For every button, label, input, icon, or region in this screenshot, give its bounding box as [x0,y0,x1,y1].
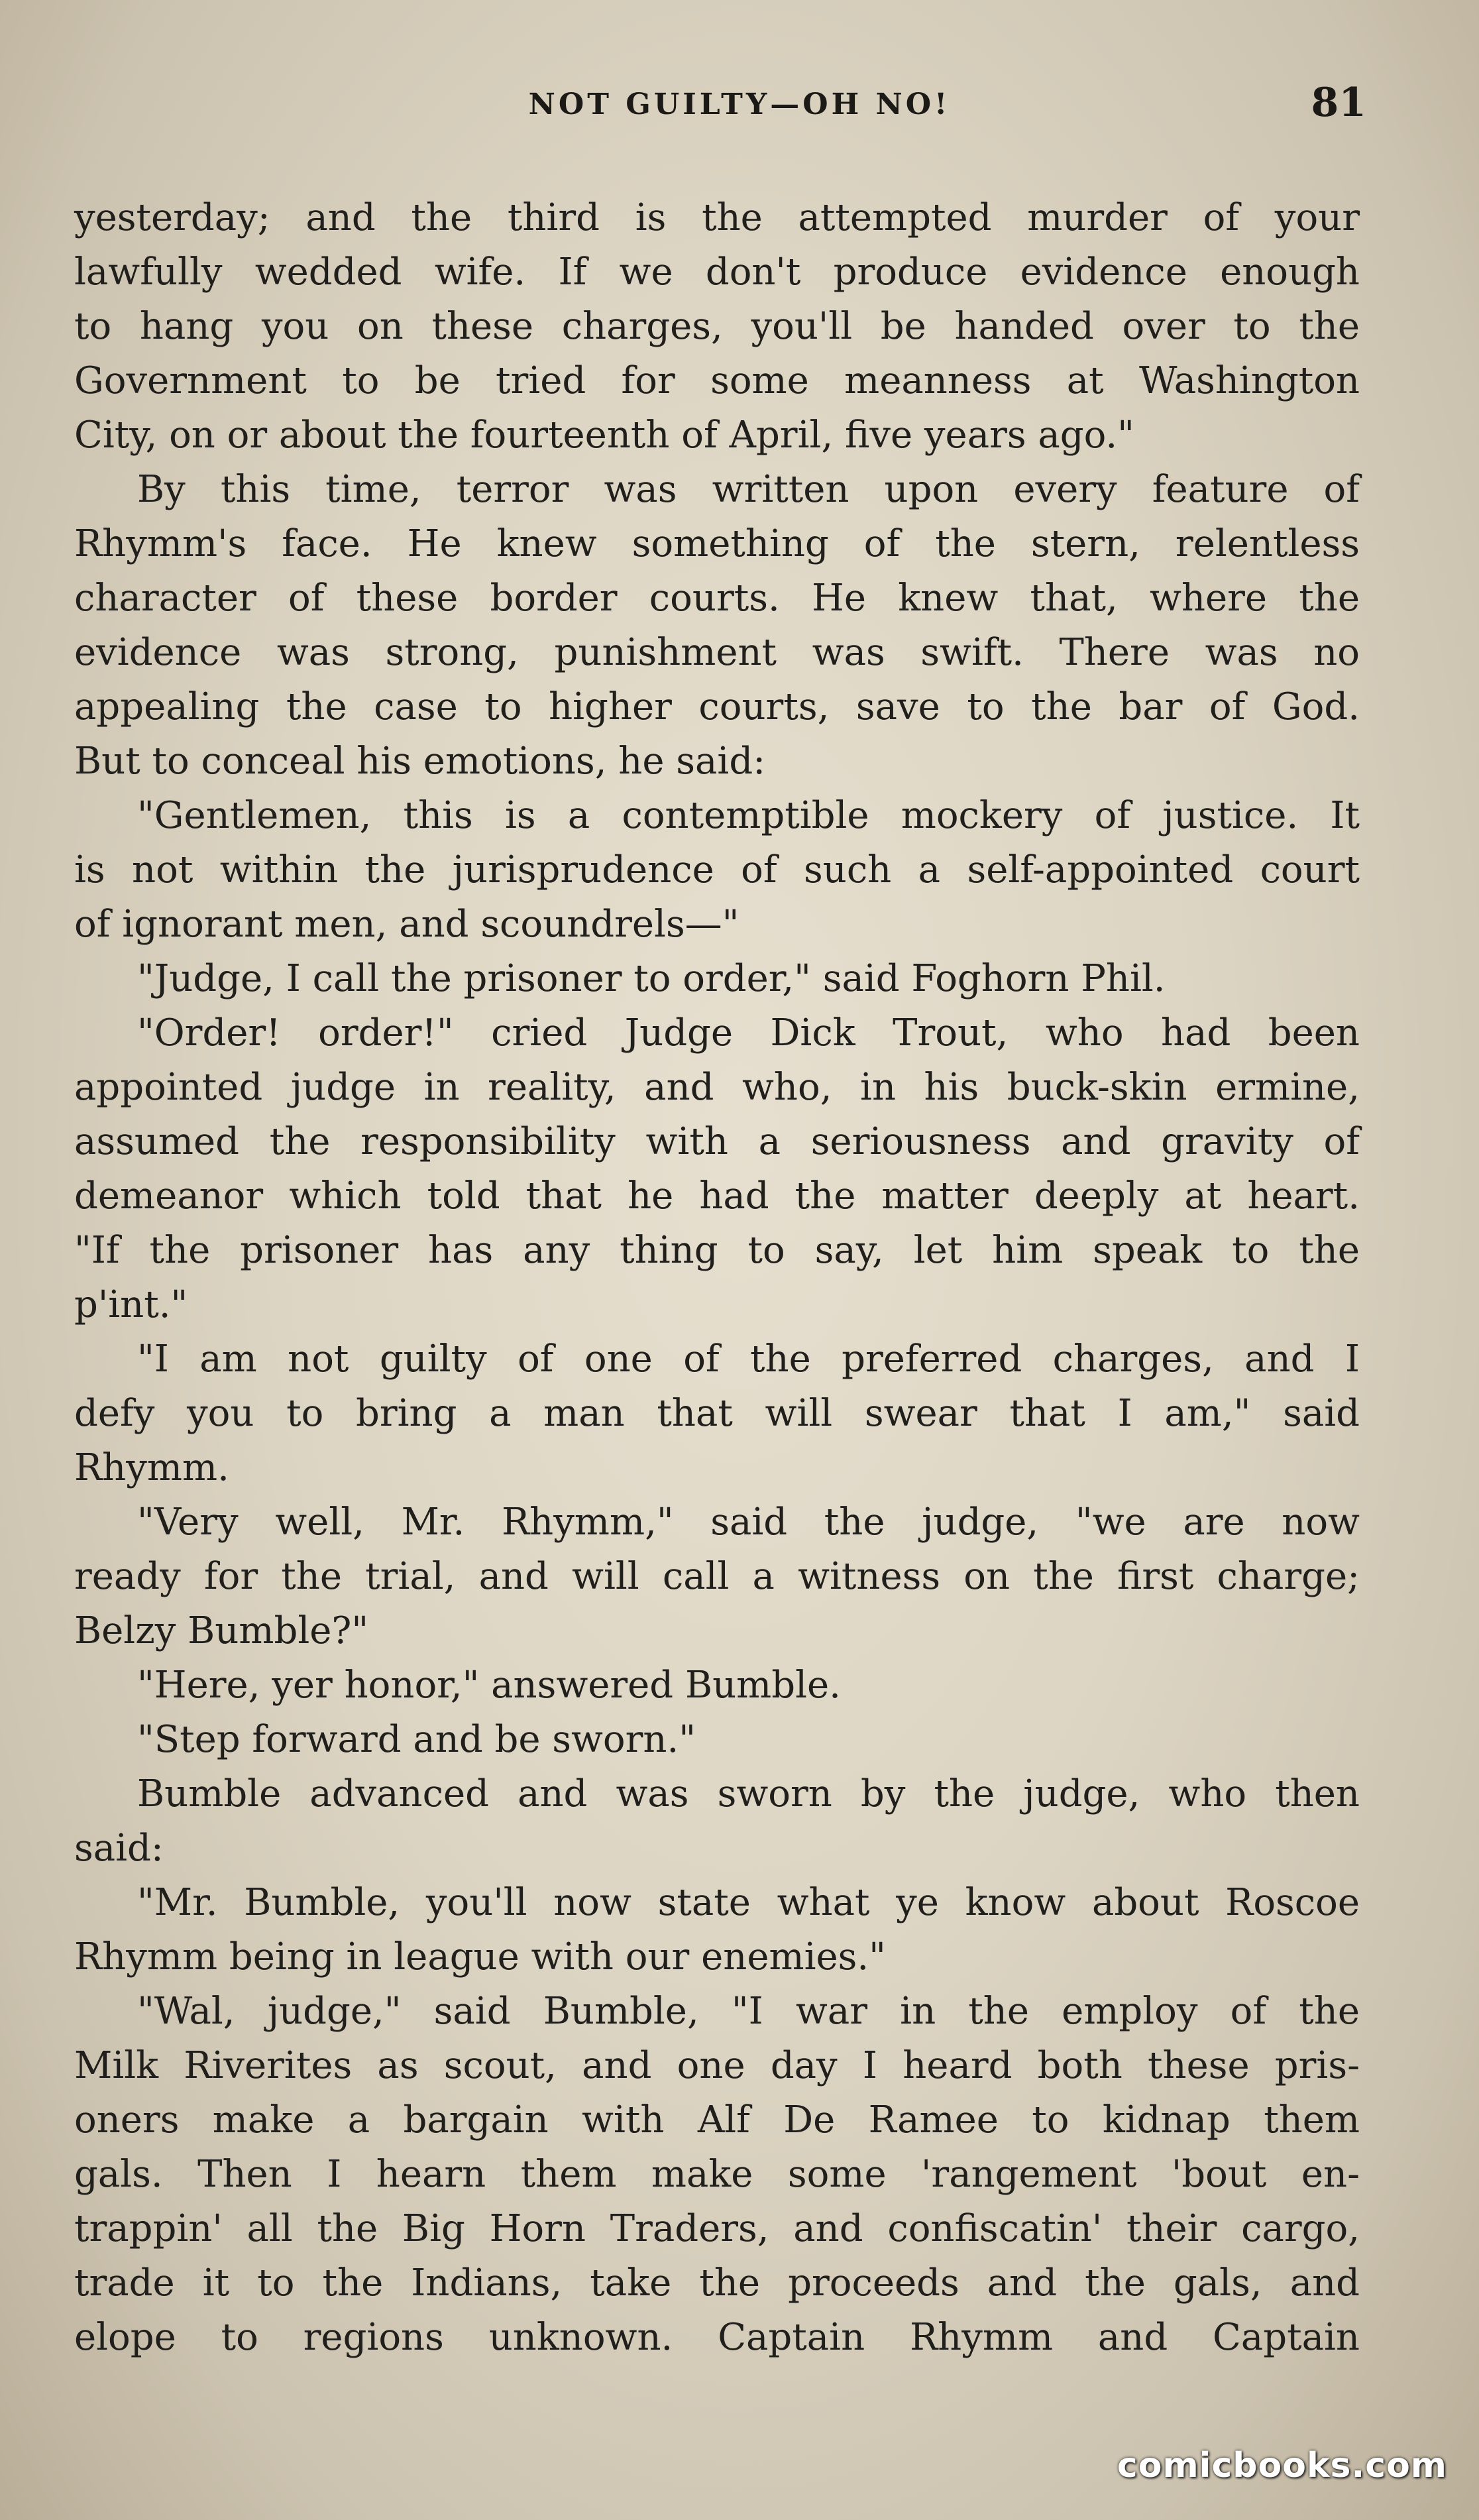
text-line: By this time, terror was written upon every feature of [137,468,1360,511]
text-line: assumed the responsibility with a seriousness and gravity of [74,1120,1360,1163]
text-line: said: [74,1827,164,1870]
text-line: City, on or about the fourteenth of April, five years ago." [74,414,1134,457]
text-line: p'int." [74,1283,188,1326]
text-line: Belzy Bumble?" [74,1609,369,1652]
text-line: But to conceal his emotions, he said: [74,740,766,783]
text-line: defy you to bring a man that will swear that I am," said [74,1392,1360,1435]
text-line: Bumble advanced and was sworn by the judge, who then [137,1772,1360,1815]
text-line: to hang you on these charges, you'll be handed over to the [74,305,1360,348]
text-line: "If the prisoner has any thing to say, let him speak to the [74,1229,1360,1272]
text-line: "Step forward and be sworn." [137,1718,696,1761]
body-text [74,191,1360,2365]
text-line: lawfully wedded wife. If we don't produce evidence enough [74,251,1360,294]
text-line: Government to be tried for some meanness at Washington [74,359,1360,402]
text-line: character of these border courts. He knew that, where the [74,577,1360,620]
text-line: of ignorant men, and scoundrels—" [74,903,740,946]
text-line: trappin' all the Big Horn Traders, and confiscatin' their cargo, [74,2207,1360,2250]
text-line: "I am not guilty of one of the preferred charges, and I [137,1338,1360,1381]
text-line: "Gentlemen, this is a contemptible mockery of justice. It [137,794,1360,837]
text-line: ready for the trial, and will call a witness on the first charge; [74,1555,1360,1598]
text-line: evidence was strong, punishment was swift. There was no [74,631,1360,674]
text-line: "Wal, judge," said Bumble, "I war in the employ of the [137,1990,1360,2033]
text-line: Rhymm's face. He knew something of the stern, relentless [74,522,1360,565]
running-head [73,80,1406,133]
text-line: appealing the case to higher courts, save to the bar of God. [74,685,1360,728]
page-number: 81 [1311,80,1366,126]
text-line: oners make a bargain with Alf De Ramee to kidnap them [74,2098,1360,2142]
text-line: elope to regions unknown. Captain Rhymm and Captain [74,2316,1360,2359]
text-line: gals. Then I hearn them make some 'rangement 'bout en- [74,2153,1360,2196]
text-line: demeanor which told that he had the matter deeply at heart. [74,1174,1360,1218]
text-line: trade it to the Indians, take the proceeds and the gals, and [74,2262,1360,2305]
text-line: "Judge, I call the prisoner to order," said Foghorn Phil. [137,957,1166,1000]
text-line: Rhymm. [74,1446,229,1489]
text-line: "Very well, Mr. Rhymm," said the judge, "we are now [137,1501,1360,1544]
watermark-text: comicbooks.com [1117,2446,1447,2486]
text-line: appointed judge in reality, and who, in his buck-skin ermine, [74,1066,1360,1109]
text-line: "Order! order!" cried Judge Dick Trout, who had been [137,1011,1360,1055]
text-line: is not within the jurisprudence of such a self-appointed court [74,848,1360,891]
running-title: NOT GUILTY—OH NO! [528,87,951,121]
text-line: Rhymm being in league with our enemies." [74,1935,886,1978]
text-line: "Here, yer honor," answered Bumble. [137,1664,841,1707]
text-line: yesterday; and the third is the attempted murder of your [74,196,1360,239]
text-line: Milk Riverites as scout, and one day I heard both these pris- [74,2044,1360,2087]
text-line: "Mr. Bumble, you'll now state what ye know about Roscoe [137,1881,1360,1924]
